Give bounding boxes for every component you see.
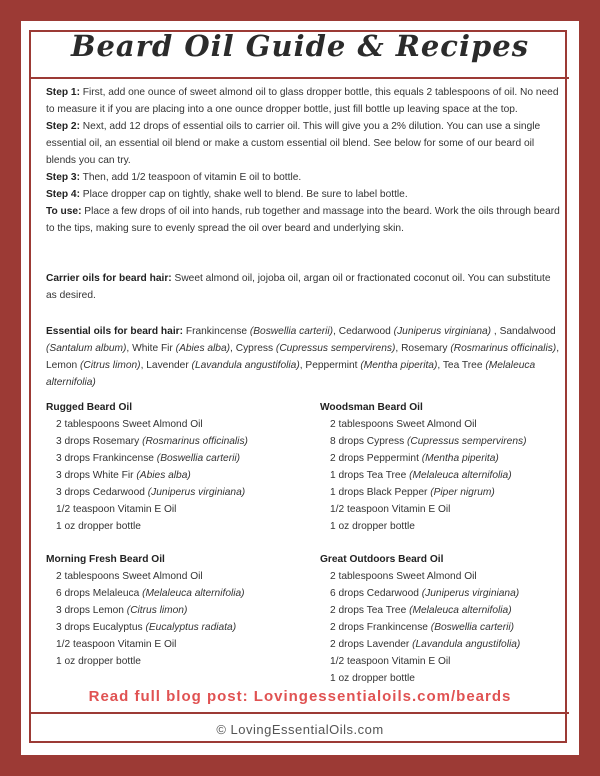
ingredient-list [320, 416, 590, 535]
step-to-use [46, 203, 561, 237]
separator: , [230, 343, 236, 354]
recipe-title: Rugged Beard Oil [46, 402, 133, 413]
ingredient-text: 2 drops Lavender [330, 639, 413, 650]
latin-name: (Juniperus virginiana) [393, 326, 492, 337]
ingredient-item [330, 416, 590, 433]
essential-oil-name: Cedarwood [338, 326, 394, 337]
ingredient-text: 1/2 teaspoon Vitamin E Oil [56, 639, 177, 650]
latin-name: (Lavandula angustifolia) [191, 360, 300, 371]
ingredient-text: 2 tablespoons Sweet Almond Oil [330, 419, 477, 430]
ingredient-item [330, 670, 590, 687]
ingredient-list [46, 568, 316, 670]
ingredient-item [56, 568, 316, 585]
latin-name: (Rosmarinus officinalis) [450, 343, 557, 354]
latin-name: (Cupressus sempervirens) [275, 343, 396, 354]
separator: , [333, 326, 339, 337]
ingredient-item [56, 636, 316, 653]
step-label: To use: [46, 206, 82, 217]
page-title: Beard Oil Guide & Recipes [70, 29, 530, 63]
ingredient-text: 2 drops Peppermint [330, 453, 422, 464]
ingredient-item [56, 585, 316, 602]
recipe-title: Morning Fresh Beard Oil [46, 554, 165, 565]
ingredient-text: 2 drops Frankincense [330, 622, 431, 633]
ingredient-item [330, 450, 590, 467]
ingredient-text: 3 drops White Fir [56, 470, 137, 481]
ingredient-item [56, 450, 316, 467]
carrier-text: Sweet almond oil, jojoba oil, argan oil or fractionated coconut oil. You can substitute as desired. [46, 273, 551, 301]
ingredient-item [330, 501, 590, 518]
essential-oil-name: Sandalwood [499, 326, 556, 337]
ingredient-text: 1 oz dropper bottle [330, 673, 415, 684]
separator: , [395, 343, 402, 354]
ingredient-text: 2 tablespoons Sweet Almond Oil [56, 419, 203, 430]
ingredient-item [330, 568, 590, 585]
ingredient-item [330, 467, 590, 484]
latin-name: (Abies alba) [175, 343, 231, 354]
essential-label: Essential oils for beard hair: [46, 326, 184, 337]
ingredient-text: 6 drops Melaleuca [56, 588, 143, 599]
latin-name: (Boswellia carterii) [430, 622, 515, 633]
latin-name: (Melaleuca alternifolia) [409, 605, 512, 616]
ingredient-text: 8 drops Cypress [330, 436, 408, 447]
essential-oil-name: Rosemary [401, 343, 451, 354]
step-text: Then, add 1/2 teaspoon of vitamin E oil to bottle. [79, 172, 302, 183]
step-text: Next, add 12 drops of essential oils to carrier oil. This will give you a 2% dilution. You can use a single essential oil, an essential oil blend or make a custom essential oil blend. See below for some of our beard oil blends you can try. [46, 121, 541, 166]
step-label: Step 2: [46, 121, 80, 132]
essential-oil-name: Lavender [146, 360, 192, 371]
essential-oil-name: Frankincense [183, 326, 250, 337]
recipe-morning-fresh [46, 551, 316, 670]
ingredient-item [56, 653, 316, 670]
ingredient-text: 2 tablespoons Sweet Almond Oil [330, 571, 477, 582]
step-text: Place a few drops of oil into hands, rub together and massage into the beard. Work the oils through beard to the tips, making sure to evenly spread the oil over beard and underlying skin. [46, 206, 560, 234]
blog-post-link[interactable]: Read full blog post: Lovingessentialoils.com/beards [88, 688, 512, 705]
essential-oil-name: Tea Tree [442, 360, 486, 371]
step-label: Step 1: [46, 87, 80, 98]
essential-oil-name: Peppermint [305, 360, 361, 371]
latin-name: (Melaleuca alternifolia) [46, 360, 536, 388]
latin-name: (Juniperus virginiana) [147, 487, 246, 498]
latin-name: (Eucalyptus radiata) [145, 622, 237, 633]
ingredient-item [56, 619, 316, 636]
ingredient-text: 1/2 teaspoon Vitamin E Oil [330, 504, 451, 515]
latin-name: (Lavandula angustifolia) [412, 639, 521, 650]
ingredient-item [56, 467, 316, 484]
guide-sheet [21, 21, 579, 755]
essential-oils-section [46, 323, 561, 391]
ingredient-item [330, 518, 590, 535]
latin-name: (Abies alba) [136, 470, 191, 481]
latin-name: (Rosmarinus officinalis) [142, 436, 248, 447]
latin-name: (Citrus limon) [126, 605, 188, 616]
separator: , [437, 360, 443, 371]
recipe-title: Woodsman Beard Oil [320, 402, 423, 413]
step-3 [46, 169, 561, 186]
latin-name: (Cupressus sempervirens) [407, 436, 527, 447]
ingredient-text: 2 drops Tea Tree [330, 605, 410, 616]
latin-name: (Boswellia carterii) [249, 326, 334, 337]
footer-divider [31, 712, 569, 714]
ingredient-list [46, 416, 316, 535]
step-text: Place dropper cap on tightly, shake well to blend. Be sure to label bottle. [79, 189, 408, 200]
latin-name: (Piper nigrum) [430, 487, 495, 498]
step-1 [46, 84, 561, 118]
ingredient-item [330, 433, 590, 450]
step-4 [46, 186, 561, 203]
ingredient-item [330, 653, 590, 670]
step-label: Step 4: [46, 189, 80, 200]
ingredient-text: 1 oz dropper bottle [330, 521, 415, 532]
ingredient-item [56, 602, 316, 619]
step-label: Step 3: [46, 172, 80, 183]
latin-name: (Melaleuca alternifolia) [409, 470, 512, 481]
essential-oil-name: White Fir [132, 343, 176, 354]
separator: , [140, 360, 147, 371]
title-divider [31, 77, 569, 79]
essential-oil-name: Lemon [46, 360, 80, 371]
copyright-footer: © LovingEssentialOils.com [216, 722, 384, 737]
steps-section [46, 84, 561, 237]
latin-name: (Boswellia carterii) [156, 453, 241, 464]
ingredient-text: 3 drops Cedarwood [56, 487, 148, 498]
recipe-title: Great Outdoors Beard Oil [320, 554, 444, 565]
ingredient-item [56, 433, 316, 450]
ingredient-item [330, 602, 590, 619]
ingredient-text: 3 drops Lemon [56, 605, 127, 616]
ingredient-text: 3 drops Eucalyptus [56, 622, 146, 633]
ingredient-item [56, 484, 316, 501]
ingredient-text: 1 oz dropper bottle [56, 521, 141, 532]
ingredient-text: 6 drops Cedarwood [330, 588, 422, 599]
ingredient-text: 3 drops Rosemary [56, 436, 143, 447]
step-text: First, add one ounce of sweet almond oil to glass dropper bottle, this equals 2 tablespoons of oil. No need to measure it if you are placing into a one ounce dropper bottle, just fill bottle up leaving space at the top. [46, 87, 559, 115]
recipe-great-outdoors [320, 551, 590, 687]
separator: , [126, 343, 133, 354]
separator: , [556, 343, 560, 354]
latin-name: (Mentha piperita) [360, 360, 438, 371]
latin-name: (Santalum album) [46, 343, 127, 354]
ingredient-text: 1/2 teaspoon Vitamin E Oil [56, 504, 177, 515]
ingredient-text: 1 drops Tea Tree [330, 470, 410, 481]
recipe-woodsman [320, 399, 590, 535]
ingredient-text: 1 oz dropper bottle [56, 656, 141, 667]
recipe-rugged [46, 399, 316, 535]
ingredient-item [56, 501, 316, 518]
ingredient-item [56, 416, 316, 433]
ingredient-text: 2 tablespoons Sweet Almond Oil [56, 571, 203, 582]
carrier-oils-section [46, 270, 561, 304]
ingredient-item [56, 518, 316, 535]
ingredient-item [330, 484, 590, 501]
ingredient-list [320, 568, 590, 687]
ingredient-item [330, 585, 590, 602]
ingredient-text: 1/2 teaspoon Vitamin E Oil [330, 656, 451, 667]
latin-name: (Melaleuca alternifolia) [142, 588, 245, 599]
ingredient-item [330, 636, 590, 653]
step-2 [46, 118, 561, 169]
ingredient-text: 3 drops Frankincense [56, 453, 157, 464]
latin-name: (Citrus limon) [79, 360, 141, 371]
essential-oil-name: Cypress [235, 343, 276, 354]
latin-name: (Mentha piperita) [421, 453, 499, 464]
separator: , [299, 360, 306, 371]
ingredient-text: 1 drops Black Pepper [330, 487, 431, 498]
ingredient-item [330, 619, 590, 636]
latin-name: (Juniperus virginiana) [421, 588, 520, 599]
carrier-label: Carrier oils for beard hair: [46, 273, 172, 284]
separator: , [491, 326, 500, 337]
